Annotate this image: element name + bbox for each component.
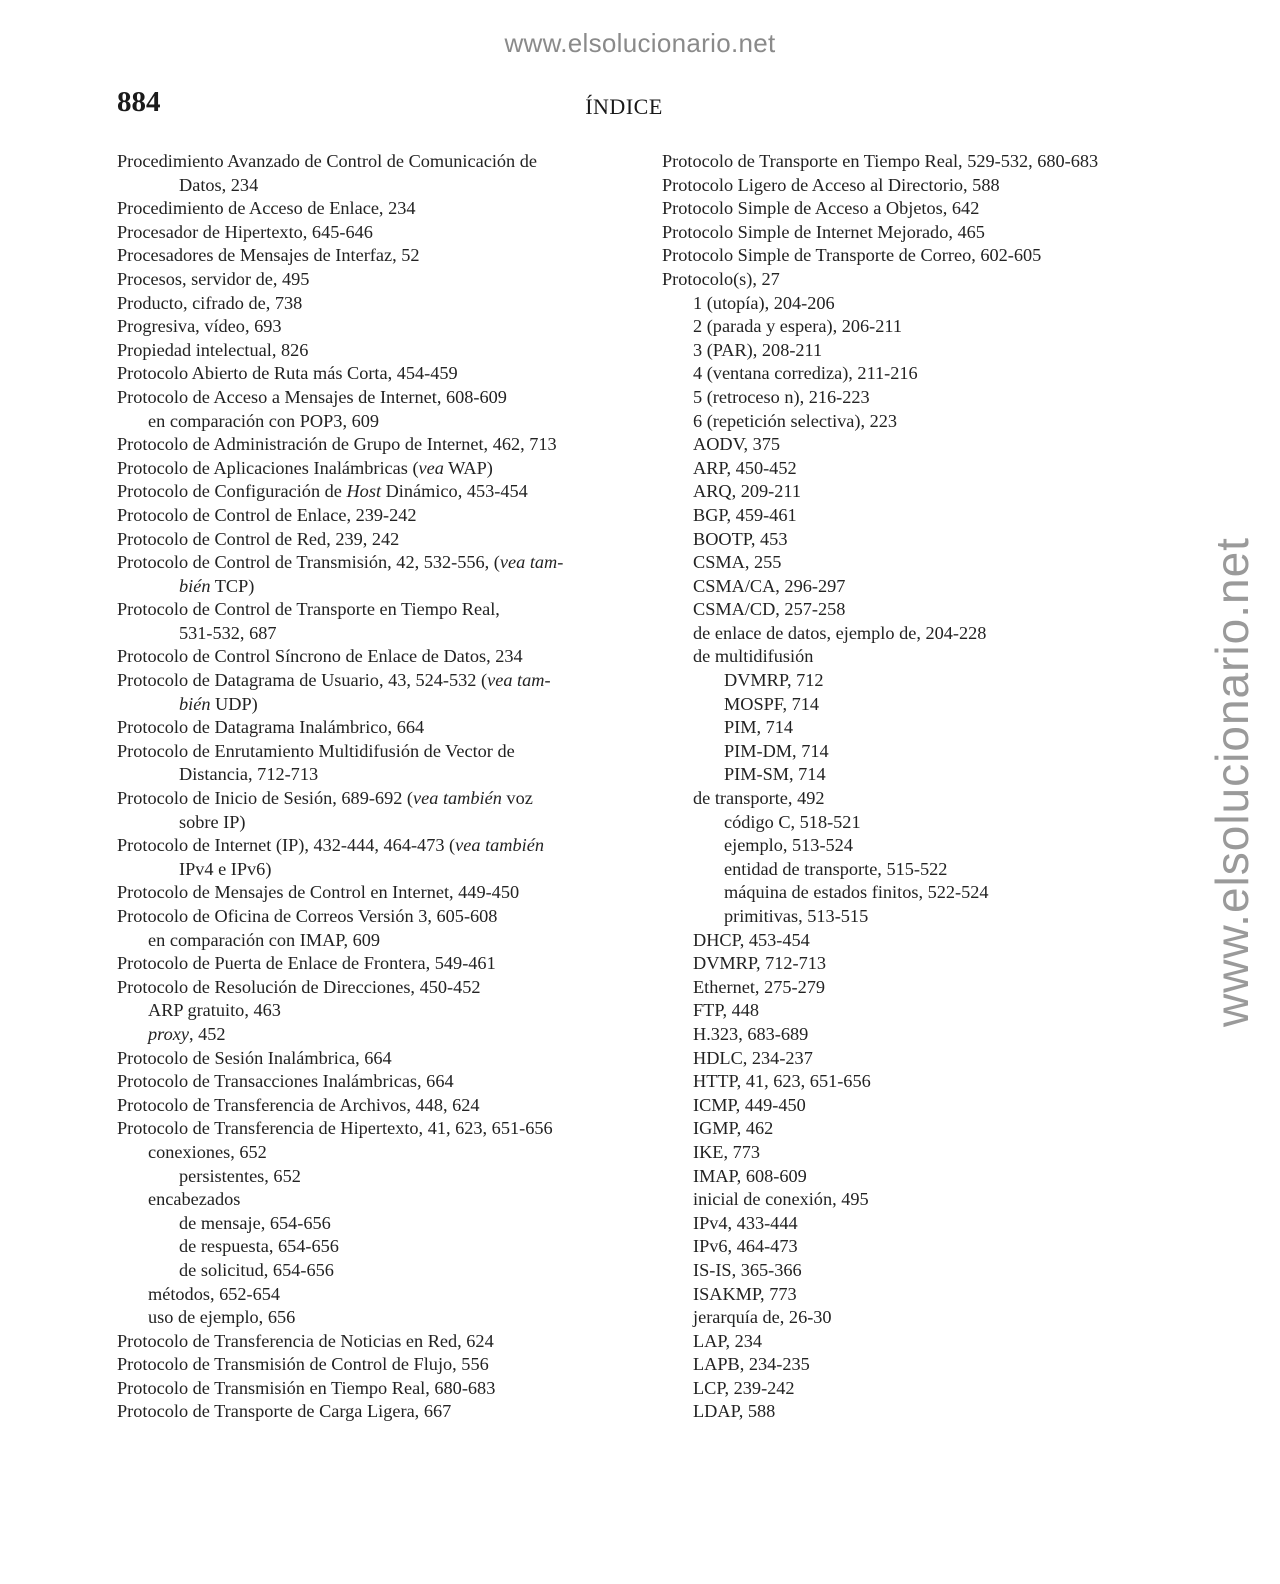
index-entry-suffix: Dinámico, 453-454 <box>381 481 528 502</box>
index-entry-text: Protocolo Abierto de Ruta más Corta, 454-459 <box>117 363 458 384</box>
index-entry <box>117 645 587 669</box>
index-entry-text: 3 (PAR), 208-211 <box>693 339 823 360</box>
index-entry <box>117 197 587 221</box>
index-entry <box>662 763 1162 787</box>
index-entry <box>117 551 587 575</box>
index-entry <box>117 881 587 905</box>
index-entry-italic: proxy <box>148 1023 189 1044</box>
index-entry <box>117 339 587 363</box>
index-entry <box>117 575 587 599</box>
index-entry-italic: vea también <box>413 788 502 809</box>
index-entry <box>117 1377 587 1401</box>
index-entry-text: Protocolo de Resolución de Direcciones, 450-452 <box>117 976 481 997</box>
index-entry <box>117 315 587 339</box>
index-entry-italic: vea también <box>455 835 544 856</box>
index-entry-text: Procedimiento Avanzado de Control de Comunicación de <box>117 151 538 171</box>
index-entry-text: Ethernet, 275-279 <box>693 976 825 997</box>
index-entry-text: CSMA/CA, 296-297 <box>693 575 846 596</box>
index-entry-text: ARP gratuito, 463 <box>148 1000 281 1021</box>
index-entry-italic: Host <box>346 481 382 502</box>
index-entry <box>662 1330 1162 1354</box>
index-entry-text: Protocolo de Administración de Grupo de Internet, 462, 713 <box>117 434 557 455</box>
index-entry-text: ICMP, 449-450 <box>693 1094 806 1115</box>
index-entry-text: Protocolo de Acceso a Mensajes de Internet, 608-609 <box>117 386 507 407</box>
index-entry-text: LDAP, 588 <box>693 1401 776 1422</box>
index-entry-text: Procesador de Hipertexto, 645-646 <box>117 221 373 242</box>
index-entry-text: de mensaje, 654-656 <box>179 1212 331 1233</box>
index-entry-text: Protocolo de Oficina de Correos Versión 3, 605-608 <box>117 906 498 926</box>
index-entry-text: encabezados <box>148 1189 241 1210</box>
index-entry <box>662 622 1162 646</box>
index-entry <box>662 386 1162 410</box>
index-entry-text: de transporte, 492 <box>693 788 825 809</box>
index-entry-suffix: TCP) <box>210 575 255 596</box>
index-entry-text: Propiedad intelectual, 826 <box>117 339 309 360</box>
index-entry-text: Protocolo de Aplicaciones Inalámbricas ( <box>117 457 419 478</box>
index-entry-text: Protocolo de Transporte en Tiempo Real, 529-532, 680-683 <box>662 151 1099 171</box>
index-entry <box>662 1141 1162 1165</box>
index-column-left <box>117 150 587 1424</box>
index-entry <box>662 221 1162 245</box>
index-entry-text: ARQ, 209-211 <box>693 481 801 502</box>
index-entry <box>662 362 1162 386</box>
index-entry-text: Protocolo de Transferencia de Noticias en Red, 624 <box>117 1330 494 1351</box>
index-entry-text: 5 (retroceso n), 216-223 <box>693 386 870 407</box>
index-entry <box>662 1117 1162 1141</box>
index-entry <box>662 480 1162 504</box>
index-entry-text: Protocolo de Sesión Inalámbrica, 664 <box>117 1047 392 1068</box>
index-entry <box>662 1023 1162 1047</box>
index-entry-text: ARP, 450-452 <box>693 457 797 478</box>
index-entry <box>117 410 587 434</box>
index-entry <box>117 693 587 717</box>
index-entry <box>117 740 587 764</box>
index-entry <box>662 292 1162 316</box>
index-entry <box>117 504 587 528</box>
index-entry <box>117 1188 587 1212</box>
index-entry-text: IKE, 773 <box>693 1141 761 1162</box>
index-entry-text: código C, 518-521 <box>724 811 861 832</box>
index-entry-text: Protocolo de Internet (IP), 432-444, 464-473 ( <box>117 835 456 856</box>
index-entry <box>662 1094 1162 1118</box>
index-entry <box>117 1235 587 1259</box>
index-entry-text: 1 (utopía), 204-206 <box>693 292 835 313</box>
index-entry <box>662 244 1162 268</box>
index-entry-text: Protocolo(s), 27 <box>662 268 780 289</box>
index-entry-text: PIM-SM, 714 <box>724 764 826 785</box>
index-entry <box>117 929 587 953</box>
index-entry-text: HDLC, 234-237 <box>693 1047 813 1068</box>
index-entry-text: PIM, 714 <box>724 717 794 738</box>
index-entry-text: CSMA/CD, 257-258 <box>693 599 846 620</box>
index-entry-text: Protocolo de Configuración de <box>117 481 347 502</box>
index-entry <box>117 221 587 245</box>
index-entry <box>662 1306 1162 1330</box>
index-entry-text: ISAKMP, 773 <box>693 1283 797 1304</box>
index-entry-suffix: UDP) <box>210 693 258 714</box>
index-entry <box>117 1094 587 1118</box>
index-entry <box>117 174 587 198</box>
index-entry <box>117 811 587 835</box>
index-entry-text: sobre IP) <box>179 811 246 832</box>
index-entry <box>117 1023 587 1047</box>
index-entry-text: CSMA, 255 <box>693 552 782 573</box>
index-entry-text: máquina de estados finitos, 522-524 <box>724 882 989 903</box>
index-entry <box>662 1235 1162 1259</box>
index-entry <box>117 1165 587 1189</box>
index-entry-text: Protocolo de Puerta de Enlace de Frontera, 549-461 <box>117 953 496 974</box>
index-entry-text: primitivas, 513-515 <box>724 906 869 926</box>
index-entry <box>117 716 587 740</box>
index-entry-italic: vea tam- <box>487 670 551 691</box>
index-entry <box>117 622 587 646</box>
index-entry <box>662 834 1162 858</box>
index-entry <box>662 905 1162 929</box>
index-entry-text: de multidifusión <box>693 646 814 667</box>
index-entry-text: AODV, 375 <box>693 434 781 455</box>
index-entry <box>662 858 1162 882</box>
index-entry-text: Procedimiento de Acceso de Enlace, 234 <box>117 198 416 219</box>
index-entry <box>117 834 587 858</box>
index-entry-text: Producto, cifrado de, 738 <box>117 292 303 313</box>
index-entry <box>117 433 587 457</box>
index-entry <box>662 433 1162 457</box>
index-entry-text: Protocolo de Control de Enlace, 239-242 <box>117 504 417 525</box>
index-entry-text: IPv4, 433-444 <box>693 1212 798 1233</box>
index-entry <box>117 1283 587 1307</box>
index-entry <box>117 669 587 693</box>
index-entry-text: PIM-DM, 714 <box>724 740 829 761</box>
index-column-right <box>662 150 1162 1424</box>
index-entry <box>662 1283 1162 1307</box>
index-entry <box>117 386 587 410</box>
index-entry-text: Protocolo de Datagrama de Usuario, 43, 524-532 ( <box>117 670 488 691</box>
index-entry <box>662 1047 1162 1071</box>
index-entry <box>117 1212 587 1236</box>
index-entry-text: LAPB, 234-235 <box>693 1354 810 1375</box>
index-entry <box>117 598 587 622</box>
index-entry-text: uso de ejemplo, 656 <box>148 1307 296 1328</box>
index-entry-text: Protocolo de Datagrama Inalámbrico, 664 <box>117 717 425 738</box>
index-entry <box>662 811 1162 835</box>
index-entry-suffix: voz <box>501 788 533 809</box>
running-head: ÍNDICE <box>585 94 663 119</box>
index-entry <box>662 315 1162 339</box>
index-entry <box>117 244 587 268</box>
index-entry-text: de solicitud, 654-656 <box>179 1259 334 1280</box>
index-entry <box>117 1306 587 1330</box>
index-entry-text: 531-532, 687 <box>179 622 277 643</box>
index-entry-text: DVMRP, 712-713 <box>693 953 827 974</box>
index-entry <box>662 1212 1162 1236</box>
index-entry-text: LAP, 234 <box>693 1330 763 1351</box>
index-entry-italic: bién <box>179 575 211 596</box>
index-entry-italic: vea <box>418 457 444 478</box>
index-entry-text: DHCP, 453-454 <box>693 929 810 950</box>
index-entry-text: IPv6, 464-473 <box>693 1236 798 1257</box>
index-entry-text: Protocolo de Control de Transporte en Tiempo Real, <box>117 599 500 620</box>
index-entry-text: Protocolo de Enrutamiento Multidifusión de Vector de <box>117 740 515 761</box>
index-entry <box>662 669 1162 693</box>
index-entry-text: IMAP, 608-609 <box>693 1165 807 1186</box>
index-entry <box>662 528 1162 552</box>
index-entry-text: Procesos, servidor de, 495 <box>117 268 310 289</box>
index-entry-text: Protocolo de Inicio de Sesión, 689-692 ( <box>117 788 414 809</box>
index-entry <box>662 197 1162 221</box>
index-entry <box>662 740 1162 764</box>
index-entry-text: BGP, 459-461 <box>693 504 797 525</box>
index-entry <box>117 787 587 811</box>
index-entry <box>662 976 1162 1000</box>
index-entry-text: en comparación con POP3, 609 <box>148 410 380 431</box>
index-entry <box>117 952 587 976</box>
index-entry-text: Protocolo de Control Síncrono de Enlace de Datos, 234 <box>117 646 523 667</box>
index-entry-text: Protocolo de Transacciones Inalámbricas, 664 <box>117 1071 454 1092</box>
index-entry <box>117 763 587 787</box>
index-entry-text: Protocolo de Transferencia de Hipertexto, 41, 623, 651-656 <box>117 1118 553 1139</box>
index-entry <box>117 528 587 552</box>
index-entry <box>662 551 1162 575</box>
index-entry <box>117 1141 587 1165</box>
index-entry-text: Protocolo de Transporte de Carga Ligera, 667 <box>117 1401 452 1422</box>
watermark-top: www.elsolucionario.net <box>504 28 776 58</box>
index-entry-text: Protocolo Simple de Acceso a Objetos, 642 <box>662 198 980 219</box>
index-entry-text: conexiones, 652 <box>148 1141 267 1162</box>
index-entry <box>662 575 1162 599</box>
index-entry <box>117 999 587 1023</box>
index-entry-text: Protocolo Simple de Transporte de Correo, 602-605 <box>662 245 1042 266</box>
index-entry-text: persistentes, 652 <box>179 1165 301 1186</box>
index-entry <box>662 268 1162 292</box>
index-entry-text: IPv4 e IPv6) <box>179 858 272 879</box>
index-entry <box>117 1400 587 1424</box>
index-entry <box>117 1353 587 1377</box>
index-entry-text: IGMP, 462 <box>693 1118 774 1139</box>
index-entry <box>117 858 587 882</box>
index-entry <box>117 1070 587 1094</box>
index-entry-text: FTP, 448 <box>693 1000 760 1021</box>
index-entry <box>662 716 1162 740</box>
index-entry <box>117 268 587 292</box>
index-entry <box>117 1047 587 1071</box>
index-entry <box>662 952 1162 976</box>
index-entry <box>117 976 587 1000</box>
index-entry <box>117 457 587 481</box>
watermark-side: www.elsolucionario.net <box>1206 537 1258 1027</box>
index-entry <box>662 1188 1162 1212</box>
index-entry <box>662 999 1162 1023</box>
index-entry <box>117 1117 587 1141</box>
index-entry-text: Protocolo de Mensajes de Control en Internet, 449-450 <box>117 882 520 903</box>
index-entry-text: de respuesta, 654-656 <box>179 1236 339 1257</box>
index-entry-text: BOOTP, 453 <box>693 528 788 549</box>
index-entry-text: ejemplo, 513-524 <box>724 835 853 856</box>
index-entry-text: de enlace de datos, ejemplo de, 204-228 <box>693 622 987 643</box>
index-entry <box>662 645 1162 669</box>
index-entry <box>117 1330 587 1354</box>
index-entry-text: inicial de conexión, 495 <box>693 1189 869 1210</box>
index-entry-suffix: , 452 <box>188 1023 226 1044</box>
index-entry-text: Procesadores de Mensajes de Interfaz, 52 <box>117 245 420 266</box>
index-entry-text: métodos, 652-654 <box>148 1283 281 1304</box>
index-entry-text: IS-IS, 365-366 <box>693 1259 802 1280</box>
index-entry-text: Datos, 234 <box>179 174 259 195</box>
index-entry <box>662 1377 1162 1401</box>
index-entry <box>662 174 1162 198</box>
index-entry <box>662 1259 1162 1283</box>
index-entry <box>117 480 587 504</box>
index-entry <box>117 292 587 316</box>
index-entry <box>662 1070 1162 1094</box>
index-entry <box>662 339 1162 363</box>
index-entry-text: DVMRP, 712 <box>724 670 824 691</box>
index-entry-suffix: WAP) <box>443 457 493 478</box>
index-entry-text: HTTP, 41, 623, 651-656 <box>693 1071 871 1092</box>
index-entry-text: Protocolo de Transferencia de Archivos, 448, 624 <box>117 1094 480 1115</box>
index-entry-text: Protocolo de Transmisión en Tiempo Real, 680-683 <box>117 1377 496 1398</box>
index-entry <box>117 1259 587 1283</box>
index-entry-italic: vea tam- <box>499 552 564 573</box>
index-entry-text: H.323, 683-689 <box>693 1023 809 1044</box>
page-number: 884 <box>117 86 161 118</box>
index-entry-text: Protocolo de Control de Red, 239, 242 <box>117 528 400 549</box>
index-entry-italic: bién <box>179 693 211 714</box>
index-entry <box>117 150 587 174</box>
index-entry <box>117 362 587 386</box>
index-entry <box>662 1165 1162 1189</box>
index-entry-text: 6 (repetición selectiva), 223 <box>693 410 898 431</box>
index-entry-text: Progresiva, vídeo, 693 <box>117 316 282 337</box>
index-entry-text: Protocolo Ligero de Acceso al Directorio, 588 <box>662 174 1000 195</box>
index-entry-text: Protocolo Simple de Internet Mejorado, 465 <box>662 221 985 242</box>
index-entry-text: 4 (ventana corrediza), 211-216 <box>693 363 918 384</box>
index-entry-text: Protocolo de Control de Transmisión, 42, 532-556, ( <box>117 552 500 573</box>
index-entry-text: entidad de transporte, 515-522 <box>724 858 948 879</box>
index-entry-text: jerarquía de, 26-30 <box>693 1307 832 1328</box>
index-entry <box>662 929 1162 953</box>
index-entry <box>662 693 1162 717</box>
index-entry-text: Distancia, 712-713 <box>179 764 319 785</box>
index-entry <box>662 457 1162 481</box>
index-entry-text: LCP, 239-242 <box>693 1377 795 1398</box>
index-entry-text: en comparación con IMAP, 609 <box>148 929 381 950</box>
index-entry <box>662 598 1162 622</box>
index-entry <box>117 905 587 929</box>
index-entry <box>662 787 1162 811</box>
index-entry <box>662 150 1162 174</box>
index-entry <box>662 881 1162 905</box>
index-entry <box>662 410 1162 434</box>
index-entry-text: Protocolo de Transmisión de Control de Flujo, 556 <box>117 1354 489 1375</box>
index-entry <box>662 1400 1162 1424</box>
index-entry <box>662 504 1162 528</box>
index-entry-text: MOSPF, 714 <box>724 693 820 714</box>
index-entry-text: 2 (parada y espera), 206-211 <box>693 316 902 337</box>
index-entry <box>662 1353 1162 1377</box>
